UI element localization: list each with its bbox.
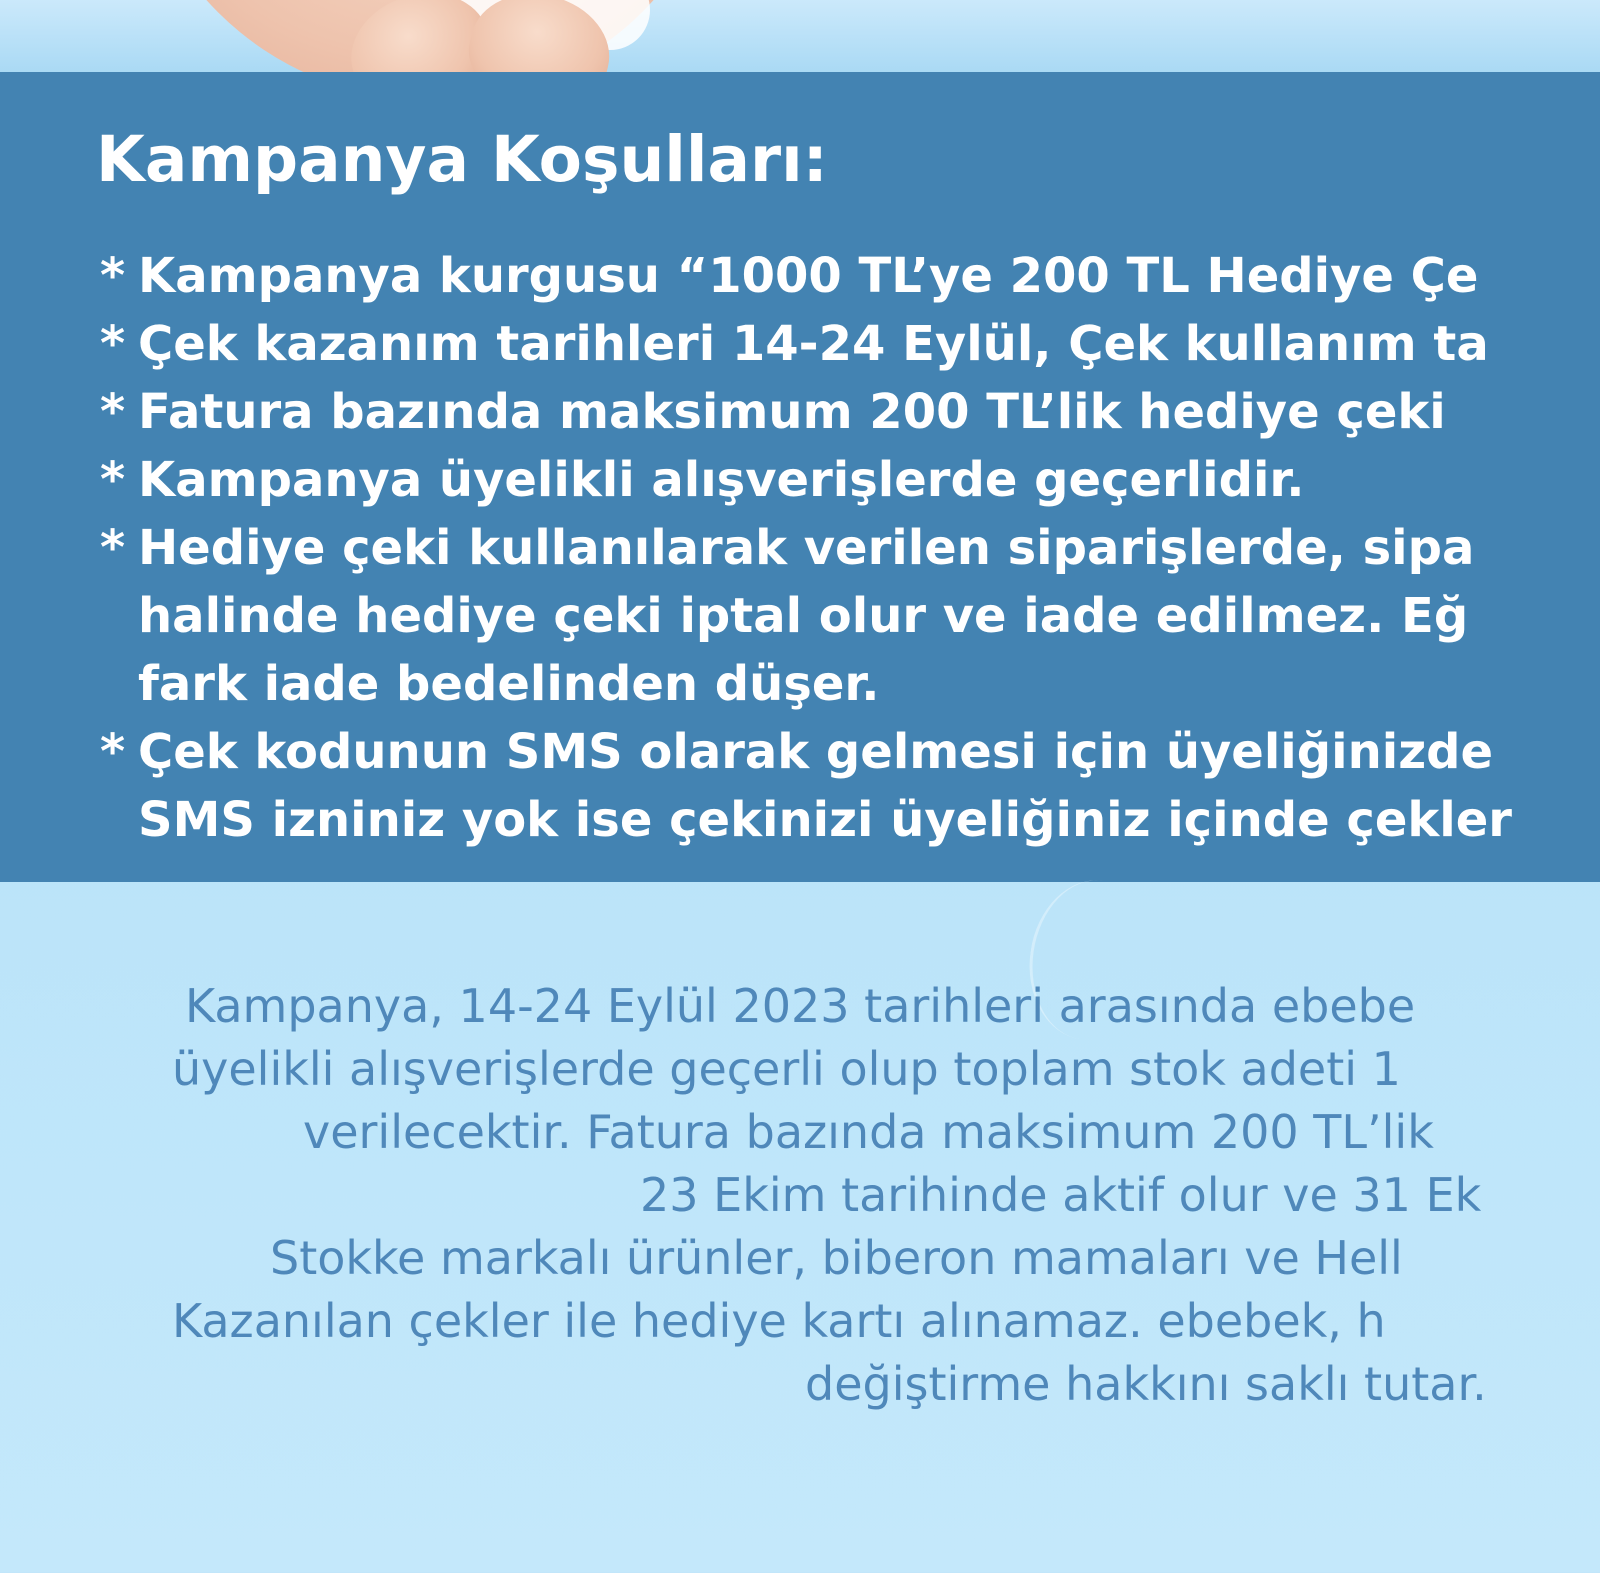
- condition-item: [96, 718, 1600, 854]
- condition-item: [96, 378, 1600, 446]
- condition-text: Çek kodunun SMS olarak gelmesi için üyeliğinizde: [138, 724, 1494, 780]
- condition-text: fark iade bedelinden düşer.: [138, 656, 880, 712]
- disclaimer-line: Stokke markalı ürünler, biberon mamaları ve Hell: [270, 1231, 1403, 1285]
- condition-text: Kampanya kurgusu “1000 TL’ye 200 TL Hediye Çe: [138, 248, 1479, 304]
- bullet-asterisk: *: [100, 248, 126, 304]
- bullet-asterisk: *: [100, 520, 126, 576]
- disclaimer-line: değiştirme hakkını saklı tutar.: [805, 1357, 1487, 1411]
- condition-text: halinde hediye çeki iptal olur ve iade edilmez. Eğ: [138, 588, 1469, 644]
- condition-text: Hediye çeki kullanılarak verilen siparişlerde, sipa: [138, 520, 1475, 576]
- disclaimer-line: Kazanılan çekler ile hediye kartı alınamaz. ebebek, h: [172, 1294, 1386, 1348]
- disclaimer-line: 23 Ekim tarihinde aktif olur ve 31 Ek: [640, 1168, 1482, 1222]
- bullet-asterisk: *: [100, 724, 126, 780]
- hero-banner: [0, 0, 1600, 74]
- conditions-title: Kampanya Koşulları:: [96, 123, 828, 196]
- bullet-asterisk: *: [100, 316, 126, 372]
- disclaimer-line: üyelikli alışverişlerde geçerli olup toplam stok adeti 1: [172, 1042, 1401, 1096]
- conditions-list: [96, 242, 1600, 854]
- campaign-conditions-panel: [0, 72, 1600, 882]
- bullet-asterisk: *: [100, 452, 126, 508]
- condition-text: Kampanya üyelikli alışverişlerde geçerlidir.: [138, 452, 1305, 508]
- condition-item: [96, 242, 1600, 310]
- legal-disclaimer: [0, 975, 1600, 1416]
- condition-item: [96, 514, 1600, 718]
- condition-text: Çek kazanım tarihleri 14-24 Eylül, Çek kullanım ta: [138, 316, 1489, 372]
- condition-item: [96, 310, 1600, 378]
- condition-text: Fatura bazında maksimum 200 TL’lik hediye çeki: [138, 384, 1446, 440]
- condition-text: SMS izniniz yok ise çekinizi üyeliğiniz içinde çekler: [138, 792, 1512, 848]
- condition-item: [96, 446, 1600, 514]
- bullet-asterisk: *: [100, 384, 126, 440]
- baby-feet-photo: [120, 0, 740, 74]
- disclaimer-line: Kampanya, 14-24 Eylül 2023 tarihleri arasında ebebe: [185, 979, 1416, 1033]
- disclaimer-line: verilecektir. Fatura bazında maksimum 200 TL’lik: [303, 1105, 1434, 1159]
